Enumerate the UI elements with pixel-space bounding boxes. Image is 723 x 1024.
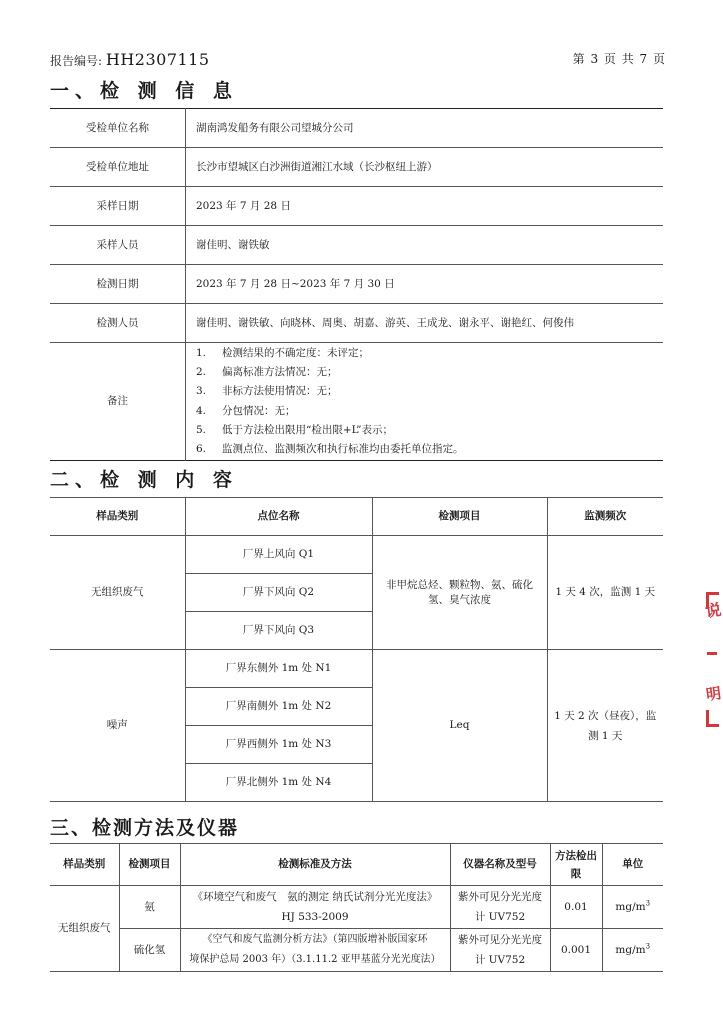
method-line: 境保护总局 2003 年）（3.1.11.2 亚甲基蓝分光光度法） bbox=[189, 954, 441, 965]
stamp-char: 明 bbox=[704, 684, 723, 704]
col-header: 检测项目 bbox=[119, 844, 180, 886]
info-label: 检测人员 bbox=[50, 304, 186, 343]
info-row bbox=[50, 226, 663, 265]
method-line: 《环境空气和废气 氨的测定 纳氏试剂分光光度法》 bbox=[192, 891, 438, 903]
point-name: 厂界东侧外 1m 处 N1 bbox=[185, 650, 372, 688]
test-item: 氨 bbox=[119, 886, 180, 929]
note-item: 2. 偏离标准方法情况：无； bbox=[196, 366, 338, 379]
table-row bbox=[50, 536, 663, 574]
unit-sup: 3 bbox=[645, 899, 651, 907]
info-label: 受检单位名称 bbox=[50, 109, 186, 148]
note-item: 1. 检测结果的不确定度：未评定； bbox=[196, 346, 369, 359]
col-header: 样品类别 bbox=[50, 844, 119, 886]
table-row bbox=[50, 650, 663, 688]
stamp-bracket bbox=[706, 710, 719, 727]
test-items: Leq bbox=[372, 650, 547, 802]
info-value: 湖南鸿发船务有限公司望城分公司 bbox=[186, 109, 664, 148]
info-value: 2023 年 7 月 28 日 bbox=[186, 187, 664, 226]
notes-cell bbox=[186, 343, 664, 461]
col-header: 点位名称 bbox=[185, 498, 372, 536]
sample-category: 无组织废气 bbox=[50, 536, 185, 650]
stamp-char: 说 bbox=[703, 599, 723, 622]
info-value: 谢佳明、谢铁敏、向晓林、周奥、胡嘉、游英、王成龙、谢永平、谢艳红、何俊伟 bbox=[186, 304, 664, 343]
point-name: 厂界西侧外 1m 处 N3 bbox=[185, 726, 372, 764]
note-item: 4. 分包情况：无； bbox=[196, 404, 296, 417]
info-row bbox=[50, 304, 663, 343]
instrument-line: 紫外可见分光光度 bbox=[458, 934, 542, 946]
page-info: 第 3 页 共 7 页 bbox=[572, 52, 666, 66]
info-label: 受检单位地址 bbox=[50, 148, 186, 187]
info-value: 长沙市望城区白沙洲街道湘江水域（长沙枢纽上游） bbox=[186, 148, 664, 187]
notes-list bbox=[186, 344, 663, 459]
info-row bbox=[50, 109, 663, 148]
note-item: 6. 监测点位、监测频次和执行标准均由委托单位指定。 bbox=[196, 442, 464, 455]
content-header-row bbox=[50, 498, 663, 536]
col-header: 检测项目 bbox=[372, 498, 547, 536]
unit: mg/m bbox=[615, 943, 646, 956]
report-number-value: HH2307115 bbox=[105, 50, 210, 69]
method-header-row bbox=[50, 844, 663, 886]
instrument-cell bbox=[450, 929, 550, 972]
point-name: 厂界北侧外 1m 处 N4 bbox=[185, 764, 372, 802]
frequency: 1 天 2 次（昼夜），监测 1 天 bbox=[547, 650, 663, 802]
method-line: HJ 533-2009 bbox=[281, 911, 349, 923]
col-header: 监测频次 bbox=[547, 498, 663, 536]
sample-category: 无组织废气 bbox=[50, 886, 119, 972]
note-item: 3. 非标方法使用情况：无； bbox=[196, 385, 338, 398]
unit-sup: 3 bbox=[645, 942, 651, 950]
report-number-label: 报告编号: bbox=[50, 54, 103, 68]
info-label: 采样日期 bbox=[50, 187, 186, 226]
col-header: 单位 bbox=[602, 844, 663, 886]
instrument-line: 紫外可见分光光度 bbox=[458, 891, 542, 903]
section1-title: 一、检 测 信 息 bbox=[50, 80, 238, 102]
info-value: 2023 年 7 月 28 日~2023 年 7 月 30 日 bbox=[186, 265, 664, 304]
test-items: 非甲烷总烃、颗粒物、氨、硫化氢、臭气浓度 bbox=[372, 536, 547, 650]
col-header: 仪器名称及型号 bbox=[450, 844, 550, 886]
point-name: 厂界下风向 Q2 bbox=[185, 574, 372, 612]
instrument-line: 计 UV752 bbox=[474, 954, 526, 966]
report-number bbox=[50, 50, 210, 69]
detection-limit: 0.01 bbox=[550, 886, 602, 929]
col-header: 检测标准及方法 bbox=[180, 844, 450, 886]
notes-row bbox=[50, 343, 663, 461]
info-label: 采样人员 bbox=[50, 226, 186, 265]
unit: mg/m bbox=[615, 900, 646, 913]
sample-category: 噪声 bbox=[50, 650, 185, 802]
point-name: 厂界下风向 Q3 bbox=[185, 612, 372, 650]
frequency: 1 天 4 次，监测 1 天 bbox=[547, 536, 663, 650]
stamp-dash bbox=[707, 652, 717, 655]
note-item: 5. 低于方法检出限用“检出限+L”表示； bbox=[196, 423, 393, 436]
method-cell bbox=[180, 886, 450, 929]
unit-cell bbox=[602, 929, 663, 972]
section2-title: 二、检 测 内 容 bbox=[50, 469, 238, 491]
table-row bbox=[50, 886, 663, 929]
notes-label: 备注 bbox=[50, 343, 186, 461]
col-header: 方法检出限 bbox=[550, 844, 602, 886]
content-table bbox=[50, 497, 663, 802]
info-row bbox=[50, 265, 663, 304]
point-name: 厂界南侧外 1m 处 N2 bbox=[185, 688, 372, 726]
table-row bbox=[50, 929, 663, 972]
method-line: 《空气和废气监测分析方法》（第四版增补版国家环 bbox=[202, 934, 428, 945]
info-value: 谢佳明、谢铁敏 bbox=[186, 226, 664, 265]
point-name: 厂界上风向 Q1 bbox=[185, 536, 372, 574]
method-table bbox=[50, 843, 663, 972]
detection-limit: 0.001 bbox=[550, 929, 602, 972]
info-table bbox=[50, 108, 663, 461]
method-cell bbox=[180, 929, 450, 972]
instrument-line: 计 UV752 bbox=[474, 911, 526, 923]
info-row bbox=[50, 187, 663, 226]
section3-title: 三、检测方法及仪器 bbox=[50, 817, 240, 839]
info-label: 检测日期 bbox=[50, 265, 186, 304]
info-row bbox=[50, 148, 663, 187]
unit-cell bbox=[602, 886, 663, 929]
test-item: 硫化氢 bbox=[119, 929, 180, 972]
col-header: 样品类别 bbox=[50, 498, 185, 536]
instrument-cell bbox=[450, 886, 550, 929]
